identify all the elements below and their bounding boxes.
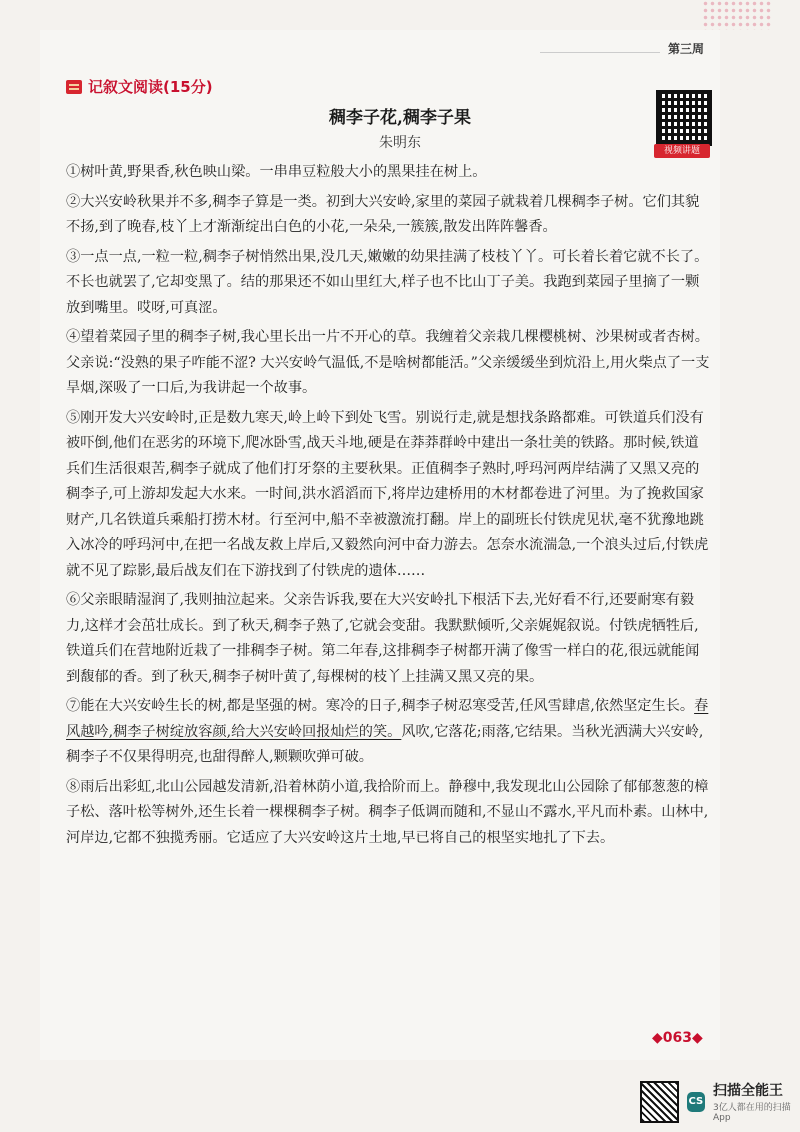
scanner-name: 扫描全能王	[712, 1083, 783, 1099]
paragraph-5: ⑤刚开发大兴安岭时,正是数九寒天,岭上岭下到处飞雪。别说行走,就是想找条路都难。可铁道兵们没有被吓倒,他们在恶劣的环境下,爬冰卧雪,战天斗地,硬是在莽莽群岭中建出一条壮美的铁路。那时候,铁道兵们生活很艰苦,稠李子就成了他们打牙祭的主要秋果。正值稠李子熟时,呼玛河两岸结满了又黑又亮的稠李子,可上游却发起大水来。一时间,洪水滔滔而下,将岸边建桥用的木材都卷进了河里。为了挽救国家财产,几名铁道兵乘船打捞木材。行至河中,船不幸被激流打翻。岸上的副班长付铁虎见状,毫不犹豫地跳入冰冷的呼玛河中,在把一名战友救上岸后,又毅然向河中奋力游去。怎奈水流湍急,一个浪头过后,付铁虎就不见了踪影,最后战友们在下游找到了付铁虎的遗体……	[66, 409, 709, 579]
article-title: 稠李子花,稠李子果	[329, 108, 471, 128]
week-label: 第三周	[667, 42, 704, 56]
paragraph-3: ③一点一点,一粒一粒,稠李子树悄然出果,没几天,嫩嫩的幼果挂满了枝枝丫丫。可长着长着它就不长了。不长也就罢了,它却变黑了。结的那果还不如山里红大,样子也不比山丁子美。我跑到菜园子里摘了一颗放到嘴里。哎呀,可真涩。	[66, 248, 709, 316]
section-title: 记叙文阅读(15分)	[88, 78, 213, 96]
scanner-tagline: 3亿人都在用的扫描App	[712, 1103, 791, 1123]
scanner-text	[713, 1080, 800, 1123]
article-body	[66, 160, 710, 855]
header-rule	[540, 52, 660, 53]
paragraph-2: ②大兴安岭秋果并不多,稠李子算是一类。初到大兴安岭,家里的菜园子就栽着几棵稠李子树。它们其貌不扬,到了晚春,枝丫上才渐渐绽出白色的小花,一朵朵,一簇簇,散发出阵阵馨香。	[66, 193, 700, 235]
page-number: ◆063◆	[652, 1030, 703, 1046]
paragraph-1: ①树叶黄,野果香,秋色映山梁。一串串豆粒般大小的黑果挂在树上。	[66, 164, 487, 180]
scanner-logo-icon: CS	[687, 1092, 705, 1112]
paragraph-7-underlined: 春风越吟,稠李子树绽放容颜,给大兴安岭回报灿烂的笑。	[66, 698, 709, 740]
paragraph-7	[66, 694, 710, 771]
decorative-dots	[702, 0, 772, 30]
paragraph-7-tail: 风吹,它落花;雨落,它结果。当秋光洒满大兴安岭,稠李子不仅果得明亮,也甜得醉人,颗颗吹弹可破。	[66, 723, 704, 765]
section-heading	[66, 76, 213, 97]
qr-code-icon[interactable]	[656, 90, 712, 146]
article-author: 朱明东	[379, 135, 421, 151]
paragraph-7-head: ⑦能在大兴安岭生长的树,都是坚强的树。寒冷的日子,稠李子树忍寒受苦,任风雪肆虐,依然坚定生长。	[66, 698, 695, 714]
scanner-qr-icon	[640, 1081, 679, 1123]
qr-label[interactable]: 视频讲题	[654, 144, 710, 158]
scanner-watermark	[640, 1080, 800, 1123]
book-icon	[66, 80, 82, 94]
paragraph-4: ④望着菜园子里的稠李子树,我心里长出一片不开心的草。我缠着父亲栽几棵樱桃树、沙果树或者杏树。父亲说:“没熟的果子咋能不涩? 大兴安岭气温低,不是啥树都能活。”父亲缓缓坐到炕沿上,用火柴点了一支旱烟,深吸了一口后,为我讲起一个故事。	[66, 329, 710, 396]
paragraph-8: ⑧雨后出彩虹,北山公园越发清新,沿着林荫小道,我拾阶而上。静穆中,我发现北山公园除了郁郁葱葱的樟子松、落叶松等树外,还生长着一棵棵稠李子树。稠李子低调而随和,不显山不露水,平凡而朴素。山林中,河岸边,它都不独揽秀丽。它适应了大兴安岭这片土地,早已将自己的根坚实地扎了下去。	[66, 778, 709, 846]
paragraph-6: ⑥父亲眼睛湿润了,我则抽泣起来。父亲告诉我,要在大兴安岭扎下根活下去,光好看不行,还要耐寒有毅力,这样才会茁壮成长。到了秋天,稠李子熟了,它就会变甜。我默默倾听,父亲娓娓叙说。付铁虎牺牲后,铁道兵们在营地附近栽了一排稠李子树。第二年春,这排稠李子树都开满了像雪一样白的花,很远就能闻到馥郁的香。到了秋天,稠李子树叶黄了,每棵树的枝丫上挂满又黑又亮的果。	[66, 592, 700, 685]
